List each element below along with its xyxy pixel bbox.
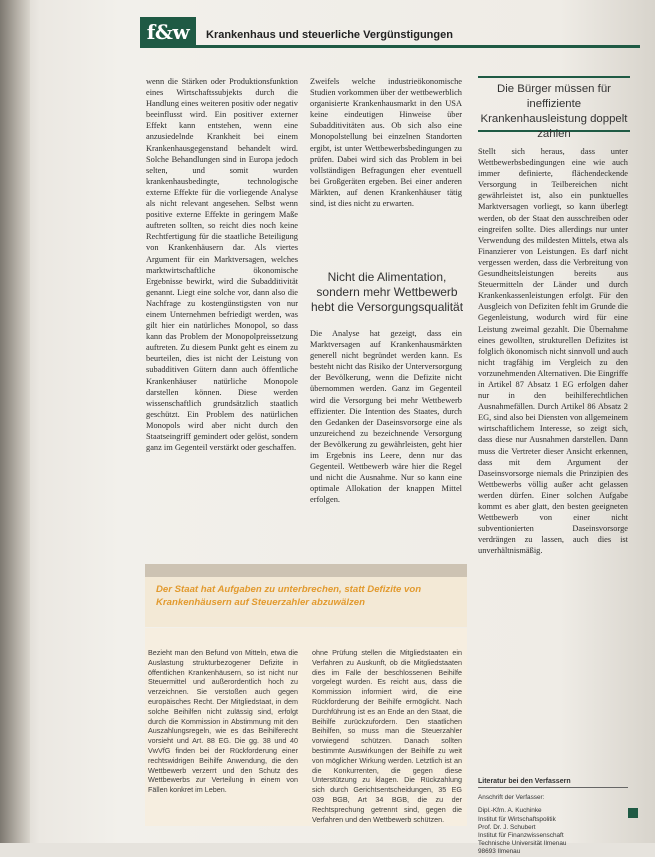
banner-stripe: [145, 564, 467, 577]
article-column-3: [478, 146, 628, 634]
author-line: Prof. Dr. J. Schubert: [478, 823, 536, 831]
column-1-text: wenn die Stärken oder Produktionsfunktion eines Wirtschaftssubjekts durch die Handlung eines weiteren positiv oder negativ beeinflusst wird. Ein positiver externer Effekt kann entstehen, wenn eine anzusiedelnde Krankheit bei einem Krankenhausgegenstand behandelt wird. Solche Behandlungen sind in Europa jedoch selten, und somit wurden krankenhausbedingte, technologische externe Effekte für die vorliegende Analyse als nicht relevant angesehen. Selbst wenn positive externe Effekte in geringem Maße auftreten sollten, so reicht dies noch keine Rechtfertigung für die staatliche Beteiligung von Krankenhäusern dar. Als viertes Argument für ein Marktversagen, welches marktwirtschaftliche ökonomische Ergebnisse bewirkt, wird die Subadditivität genannt. Liegt eine solche vor, dann also die Nachfrage zu kostengünstigsten von nur einem Unternehmen befriedigt werden, was gilt hier ein natürliches Monopol, so dass kann das Problem der Monopolpreissetzung auftreten. Zu diesem Punkt geht es einem zu beurteilen, dies ist nicht der Leistung von subadditiven Gütern dann auch öffentliche Krankenhäuser natürliche Monopole darstellen können. Diese werden wissenschaftlich grundsätzlich staatlich geschützt. Ein Problem des natürlichen Monopols wird aber nicht durch den Staatseingriff gemindert oder gelöst, sondern ganz im Gegenteil verstärkt oder geschaffen.: [146, 77, 298, 453]
header-rule: [140, 45, 640, 48]
pull-quote: Die Bürger müssen für ineffiziente Krankenhausleistung doppelt zahlen: [478, 76, 630, 132]
column-2-subheading: Nicht die Alimentation, sondern mehr Wettbewerb hebt die Versorgungsqualität: [310, 270, 464, 314]
author-line: Institut für Finanzwissenschaft: [478, 832, 564, 840]
info-box-right-text: ohne Prüfung stellen die Mitgliedstaaten ein Verfahren zu Auskunft, ob die Mitgliedstaaten dies im Falle der beschlossenen Beihilfe vorgelegt wurden. Es reicht aus, dass die Kommission informiert wird, die eine Rückforderung der Beihilfe ermöglicht. Nach Durchführung ist es an Ende an den Staat, die Beihilfe zurückzufordern. Den staatlichen Beihilfen, so muss man die Steuerzahler vorwiegend schützen. Danach sollten bestimmte Auswirkungen der Beihilfe zu weit von möglicher Wirkung werden. Letztlich ist an die Konkurrenten, die gegen diese Unterstützung zu klagen. Die Rückzahlung sich durch Gerichtsentscheidungen, 35 EG 039 BGB, Art 34 BGB, die zu der Rechtsprechung getrennt sind, gegen die Verfahren und den Wettbewerb schützen.: [312, 648, 462, 823]
book-spine: [0, 0, 30, 843]
article-column-2-top: [310, 76, 462, 262]
end-mark: [628, 808, 638, 818]
info-box-left-text: Bezieht man den Befund von Mitteln, etwa die Auslastung strukturbezogener Defizite in öffentlichen Krankenhäusern, so ist nicht nur Steuermittel und außerordentlich hoch zu verzeichnen. Sie verstoßen auch gegen europäisches Recht. Der Mitgliedstaat, in dem solche Beihilfen nicht zulässig sind, erfolgt durch die Kommission in Abstimmung mit den Auszahlungsregeln, wie es das Beihilferecht vorsieht und Art. 88 EG. Die gg. 38 und 40 VwVfG finden bei der Rückforderung einer rechtswidrigen Beihilfe Anwendung, die den Wettbewerb verzerrt und den Schutz des Wettbewerbs zur Verteilung in einem von Fällen konkret im Leben.: [148, 648, 298, 795]
column-2-text-bottom: Die Analyse hat gezeigt, dass ein Marktversagen auf Krankenhausmärkten generell nicht begründet werden kann. Es besteht nicht das Risiko der Unterversorgung der Bevölkerung, wenn die Defizite nicht übernommen werden. Ganz im Gegenteil wird die Versorgung bei mehr Wettbewerb effizienter. Die Intention des Staates, durch den Gedanken der Daseinsvorsorge eine als unzureichend zu bezeichnende Versorgung der Bevölkerung zu gewährleisten, geht hier im Ergebnis ins Leere, denn nur das Gegenteil. Wettbewerb wäre hier die Regel und nicht die Ausnahme. Nur so kann eine optimale Allokation der knappen Mittel erfolgen.: [310, 329, 462, 505]
banner-headline: Der Staat hat Aufgaben zu unterbrechen, statt Defizite von Krankenhäusern auf Steuerzahler abzuwälzen: [156, 584, 422, 608]
section-title: Krankenhaus und steuerliche Vergünstigungen: [206, 29, 453, 41]
article-column-1: [146, 76, 298, 564]
literature-heading: Literatur bei den Verfassern: [478, 778, 628, 788]
author-address-label: Anschrift der Verfasser:: [478, 794, 545, 802]
journal-logo: f&w: [140, 17, 196, 47]
column-3-text: Stellt sich heraus, dass unter Wettbewerbsbedingungen eine wie auch immer definierte, flächendeckende Versorgung in Teilbereichen nicht gewährleistet ist, also ein punktuelles Marktversagen vorliegt, so kann überlegt werden, ob der Staat den ausschreiben oder eingreifen sollte. Dies allerdings nur unter Verwendung des mildesten Mittels, etwa als Finanzierer von Leistungen. Es darf nicht vergessen werden, dass die Verbreitung von Gesundheitsleistungen bereits aus Steuermitteln der Länder und durch Krankenkassenleistungen erfolgt. Für den Ausgleich von Defiziten fehlt im Grunde die Gegenleistung, wodurch wird für eine Leistung zweimal gezahlt. Die Übernahme eines gewollten, strukturellen Defizites ist folglich ökonomisch nicht sinnvoll und auch nicht tragfähig im Vergleich zu den vorzunehmenden Alternativen. Die Eingriffe in Artikel 87 Absatz 1 EG erfolgen daher nur in den beihilferechtlichen Ausnahmefällen. Durch Artikel 86 Absatz 2 EG, sind also bei Diensten von allgemeinem wirtschaftlichem Interesse, so zeigt sich, dass diese nur Ausnahmen darstellen. Dann muss die Vertreter dieser Ansicht erkennen, dass mit dem Argument der Daseinsvorsorge niemals die Prinzipien des Wettbewerbs völlig außer acht gelassen werden dürfen. Einer solchen Aufgabe kommt es aber glatt, den besten geeigneten Wettbewerb von einer nicht subventionierten Daseinsvorsorge verdrängen zu lassen, auch dies ist unverhältnismäßig.: [478, 147, 628, 556]
author-line: Technische Universität Ilmenau: [478, 840, 567, 848]
author-line: Institut für Wirtschaftspolitik: [478, 815, 556, 823]
author-line: 98693 Ilmenau: [478, 848, 521, 856]
column-2-text-top: Zweifels welche industrieökonomische Studien vorkommen über der wettbewerblich organisierte Krankenhausmarkt in den USA keine eindeutigen Hinweise über Subadditivitäten aus. Ob sich also eine Monopolstellung bei einzelnen Standorten ergibt, ist unter Wettbewerbsbedingungen zu prüfen. Dabei wird sich das Problem in bei vollständigen Befragungen eher eventuell bei Großgeräten ergeben. Bei einer anderen Märkten, auf denen Krankenhäuser tätig sind, ist dies nicht zu erwarten.: [310, 77, 462, 209]
author-line: Dipl.-Kfm. A. Kuchinke: [478, 807, 542, 815]
article-column-2-bottom: [310, 328, 462, 560]
literature-note: [478, 778, 628, 857]
